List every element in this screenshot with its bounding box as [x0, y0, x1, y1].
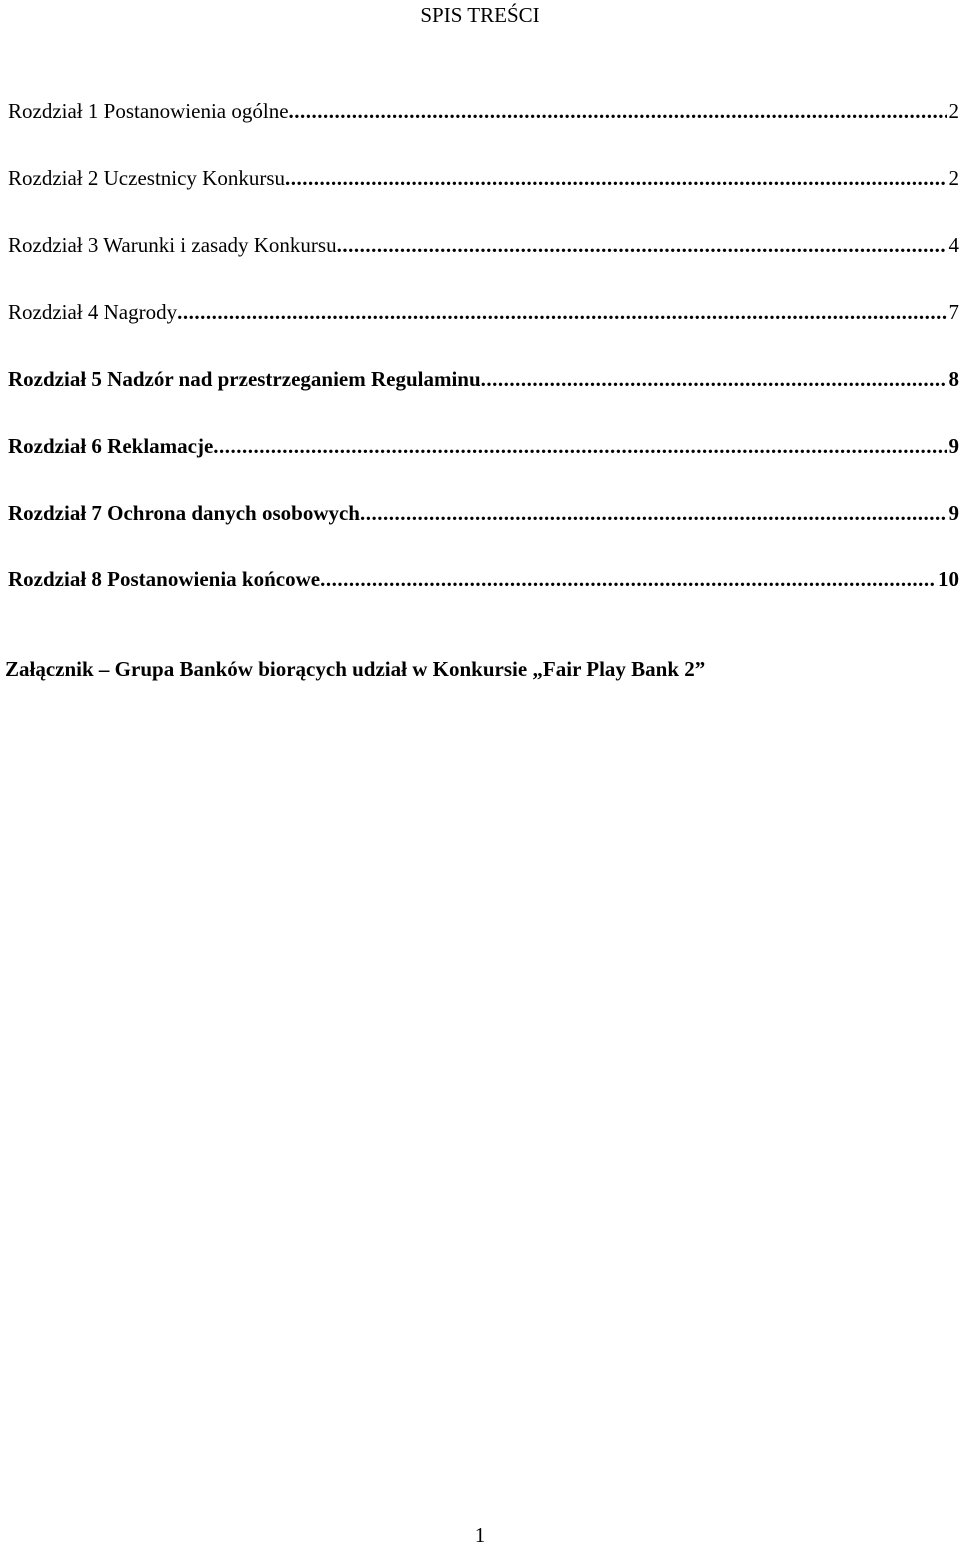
toc-entry-3[interactable] [8, 232, 959, 258]
toc-entry-label: Rozdział 5 Nadzór nad przestrzeganiem Regulaminu [8, 367, 481, 391]
toc-entry-label: Rozdział 3 Warunki i zasady Konkursu [8, 233, 337, 257]
page-number: 1 [474, 1523, 486, 1547]
toc-entry-8[interactable] [8, 566, 959, 592]
toc-entry-1[interactable] [8, 98, 959, 124]
toc-entry-page: 8 [948, 367, 959, 391]
toc-leader-dots [360, 500, 947, 526]
toc-entry-label: Rozdział 7 Ochrona danych osobowych [8, 501, 360, 525]
toc-entry-page: 9 [948, 501, 959, 525]
toc-leader-dots [320, 566, 936, 592]
toc-entry-page: 4 [948, 233, 959, 257]
toc-entry-5[interactable] [8, 366, 959, 392]
toc-entry-page: 7 [948, 300, 959, 324]
toc-entry-page: 2 [948, 99, 959, 123]
toc-entry-label: Rozdział 1 Postanowienia ogólne [8, 99, 289, 123]
toc-leader-dots [337, 232, 947, 258]
toc-leader-dots [213, 433, 946, 459]
toc-entry-label: Rozdział 6 Reklamacje [8, 434, 214, 458]
toc-leader-dots [285, 165, 946, 191]
toc-leader-dots [289, 98, 947, 124]
toc-leader-dots [177, 299, 946, 325]
toc-entry-page: 9 [948, 434, 959, 458]
toc-entry-7[interactable] [8, 500, 959, 526]
toc-entry-page: 2 [948, 166, 959, 190]
toc-title: SPIS TREŚCI [420, 3, 540, 27]
toc-entry-6[interactable] [8, 433, 959, 459]
toc-entry-4[interactable] [8, 299, 959, 325]
toc-entry-page: 10 [938, 567, 959, 591]
toc-leader-dots [481, 366, 947, 392]
toc-entry-label: Rozdział 4 Nagrody [8, 300, 178, 324]
toc-entry-label: Rozdział 8 Postanowienia końcowe [8, 567, 321, 591]
toc-entry-label: Rozdział 2 Uczestnicy Konkursu [8, 166, 286, 190]
toc-entry-2[interactable] [8, 165, 959, 191]
appendix-entry[interactable]: Załącznik – Grupa Banków biorących udział w Konkursie „Fair Play Bank 2” [5, 657, 706, 681]
